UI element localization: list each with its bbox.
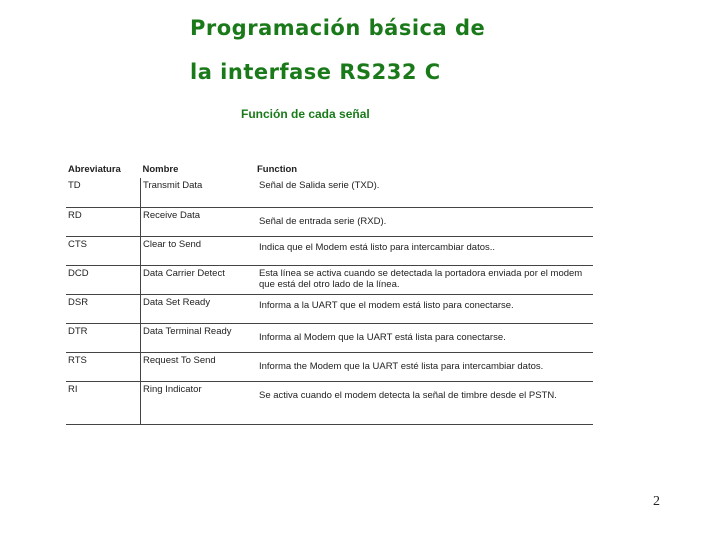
cell-function: Señal de Salida serie (TXD). xyxy=(255,178,593,207)
table-row xyxy=(66,352,593,381)
cell-abbreviation: TD xyxy=(66,178,141,207)
slide-subtitle: Función de cada señal xyxy=(241,107,370,121)
cell-abbreviation: RD xyxy=(66,207,141,236)
cell-name: Ring Indicator xyxy=(141,381,256,424)
cell-name: Transmit Data xyxy=(141,178,256,207)
cell-function: Informa the Modem que la UART esté lista para intercambiar datos. xyxy=(255,352,593,381)
cell-abbreviation: RI xyxy=(66,381,141,424)
signal-table xyxy=(66,164,593,425)
cell-name: Data Terminal Ready xyxy=(141,323,256,352)
cell-name: Receive Data xyxy=(141,207,256,236)
header-row xyxy=(66,164,593,178)
cell-abbreviation: DTR xyxy=(66,323,141,352)
table-row xyxy=(66,207,593,236)
cell-name: Data Carrier Detect xyxy=(141,265,256,294)
cell-abbreviation: RTS xyxy=(66,352,141,381)
cell-function: Esta línea se activa cuando se detectada la portadora enviada por el modem que está del otro lado de la línea. xyxy=(255,265,593,294)
slide-title-line-1: Programación básica de xyxy=(190,16,486,40)
cell-name: Data Set Ready xyxy=(141,294,256,323)
cell-function: Señal de entrada serie (RXD). xyxy=(255,207,593,236)
table-row xyxy=(66,265,593,294)
signal-table-header xyxy=(66,164,593,178)
table-row xyxy=(66,236,593,265)
header-name: Nombre xyxy=(142,164,179,175)
cell-name: Request To Send xyxy=(141,352,256,381)
cell-abbreviation: DSR xyxy=(66,294,141,323)
page-number: 2 xyxy=(653,494,660,509)
cell-function: Se activa cuando el modem detecta la señal de timbre desde el PSTN. xyxy=(255,381,593,424)
table-row xyxy=(66,178,593,207)
cell-function: Indica que el Modem está listo para intercambiar datos.. xyxy=(255,236,593,265)
table-row xyxy=(66,323,593,352)
cell-function: Informa a la UART que el modem está listo para conectarse. xyxy=(255,294,593,323)
header-abbreviation: Abreviatura xyxy=(68,164,121,175)
slide-title-line-2: la interfase RS232 C xyxy=(190,60,441,84)
cell-name: Clear to Send xyxy=(141,236,256,265)
signal-table-body xyxy=(66,178,593,424)
table-row xyxy=(66,381,593,424)
cell-function: Informa al Modem que la UART está lista para conectarse. xyxy=(255,323,593,352)
header-function: Function xyxy=(257,164,298,175)
cell-abbreviation: CTS xyxy=(66,236,141,265)
cell-abbreviation: DCD xyxy=(66,265,141,294)
table-row xyxy=(66,294,593,323)
